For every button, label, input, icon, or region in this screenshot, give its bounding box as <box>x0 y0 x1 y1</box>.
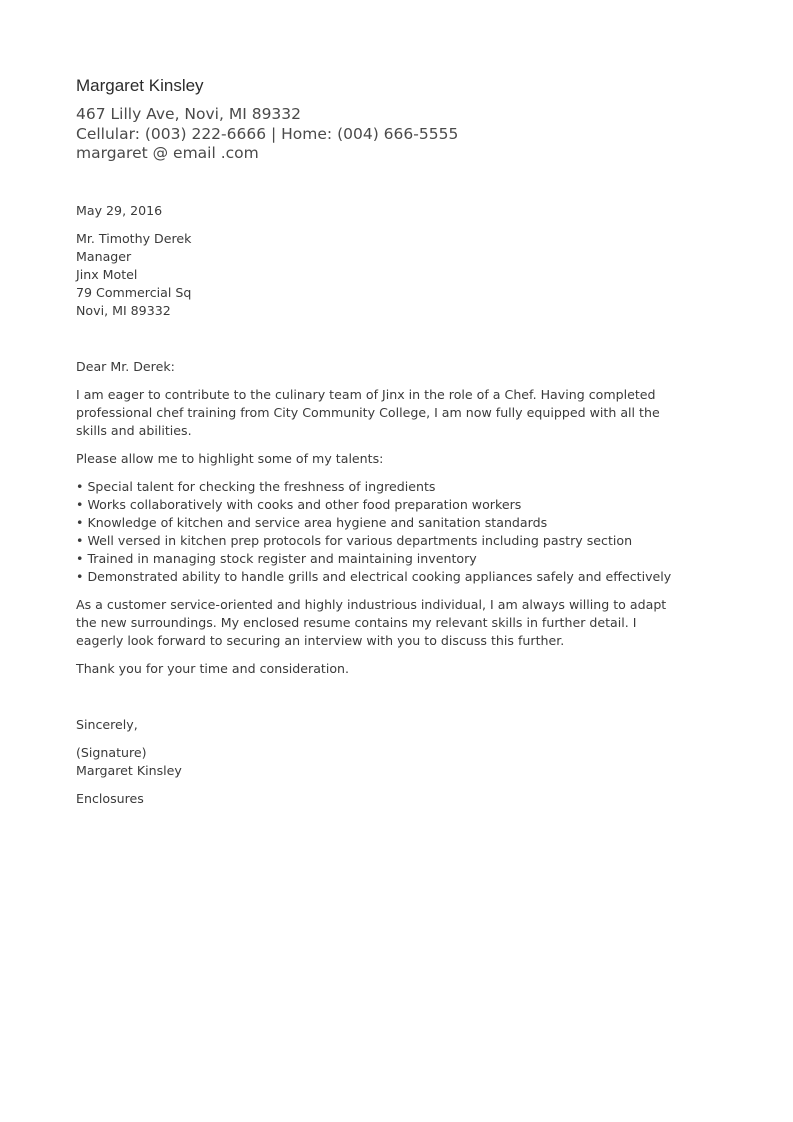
recipient-block <box>76 230 191 320</box>
paragraph-line: the new surroundings. My enclosed resume contains my relevant skills in further detail. I <box>76 615 637 630</box>
paragraph-thanks <box>76 660 349 678</box>
list-item-text: Well versed in kitchen prep protocols for various departments including pastry section <box>87 533 633 548</box>
paragraph-highlight <box>76 450 383 468</box>
recipient-street: 79 Commercial Sq <box>76 285 192 300</box>
list-item <box>76 568 671 586</box>
salutation-text: Dear Mr. Derek: <box>76 359 175 374</box>
list-item-text: Trained in managing stock register and maintaining inventory <box>87 551 477 566</box>
paragraph-line: Please allow me to highlight some of my talents: <box>76 451 384 466</box>
paragraph-line: I am eager to contribute to the culinary team of Jinx in the role of a Chef. Having completed <box>76 387 656 402</box>
bullet-icon: • <box>76 533 84 548</box>
enclosures-text: Enclosures <box>76 791 144 806</box>
recipient-title: Manager <box>76 249 132 264</box>
paragraph-line: Thank you for your time and consideration. <box>76 661 350 676</box>
signature-name: Margaret Kinsley <box>76 763 182 778</box>
recipient-name: Mr. Timothy Derek <box>76 231 192 246</box>
paragraph-line: As a customer service-oriented and highly industrious individual, I am always willing to adapt <box>76 597 667 612</box>
list-item <box>76 478 671 496</box>
bullet-icon: • <box>76 515 84 530</box>
bullet-icon: • <box>76 479 84 494</box>
signature-block <box>76 744 182 780</box>
bullet-icon: • <box>76 497 84 512</box>
list-item-text: Works collaboratively with cooks and other food preparation workers <box>87 497 522 512</box>
bullet-icon: • <box>76 569 84 584</box>
list-item-text: Demonstrated ability to handle grills and electrical cooking appliances safely and effectively <box>87 569 672 584</box>
closing-text: Sincerely, <box>76 717 138 732</box>
closing <box>76 716 138 734</box>
recipient-company: Jinx Motel <box>76 267 138 282</box>
talents-list <box>76 478 671 586</box>
sender-contact <box>76 105 458 164</box>
paragraph-intro <box>76 386 660 440</box>
signature-placeholder: (Signature) <box>76 745 147 760</box>
sender-email: margaret @ email .com <box>76 144 259 162</box>
sender-phones: Cellular: (003) 222-6666 | Home: (004) 666-5555 <box>76 124 459 143</box>
list-item <box>76 532 671 550</box>
list-item <box>76 496 671 514</box>
list-item <box>76 514 671 532</box>
list-item <box>76 550 671 568</box>
salutation <box>76 358 175 376</box>
paragraph-line: skills and abilities. <box>76 423 192 438</box>
bullet-icon: • <box>76 551 84 566</box>
paragraph-line: professional chef training from City Community College, I am now fully equipped with all the <box>76 405 660 420</box>
enclosures <box>76 790 144 808</box>
date-text: May 29, 2016 <box>76 203 163 218</box>
paragraph-line: eagerly look forward to securing an interview with you to discuss this further. <box>76 633 565 648</box>
sender-address: 467 Lilly Ave, Novi, MI 89332 <box>76 105 302 123</box>
recipient-city: Novi, MI 89332 <box>76 303 171 318</box>
sender-name: Margaret Kinsley <box>76 76 204 95</box>
paragraph-closing-pitch <box>76 596 666 650</box>
list-item-text: Knowledge of kitchen and service area hygiene and sanitation standards <box>87 515 548 530</box>
list-item-text: Special talent for checking the freshness of ingredients <box>87 479 436 494</box>
letter-date <box>76 202 162 220</box>
